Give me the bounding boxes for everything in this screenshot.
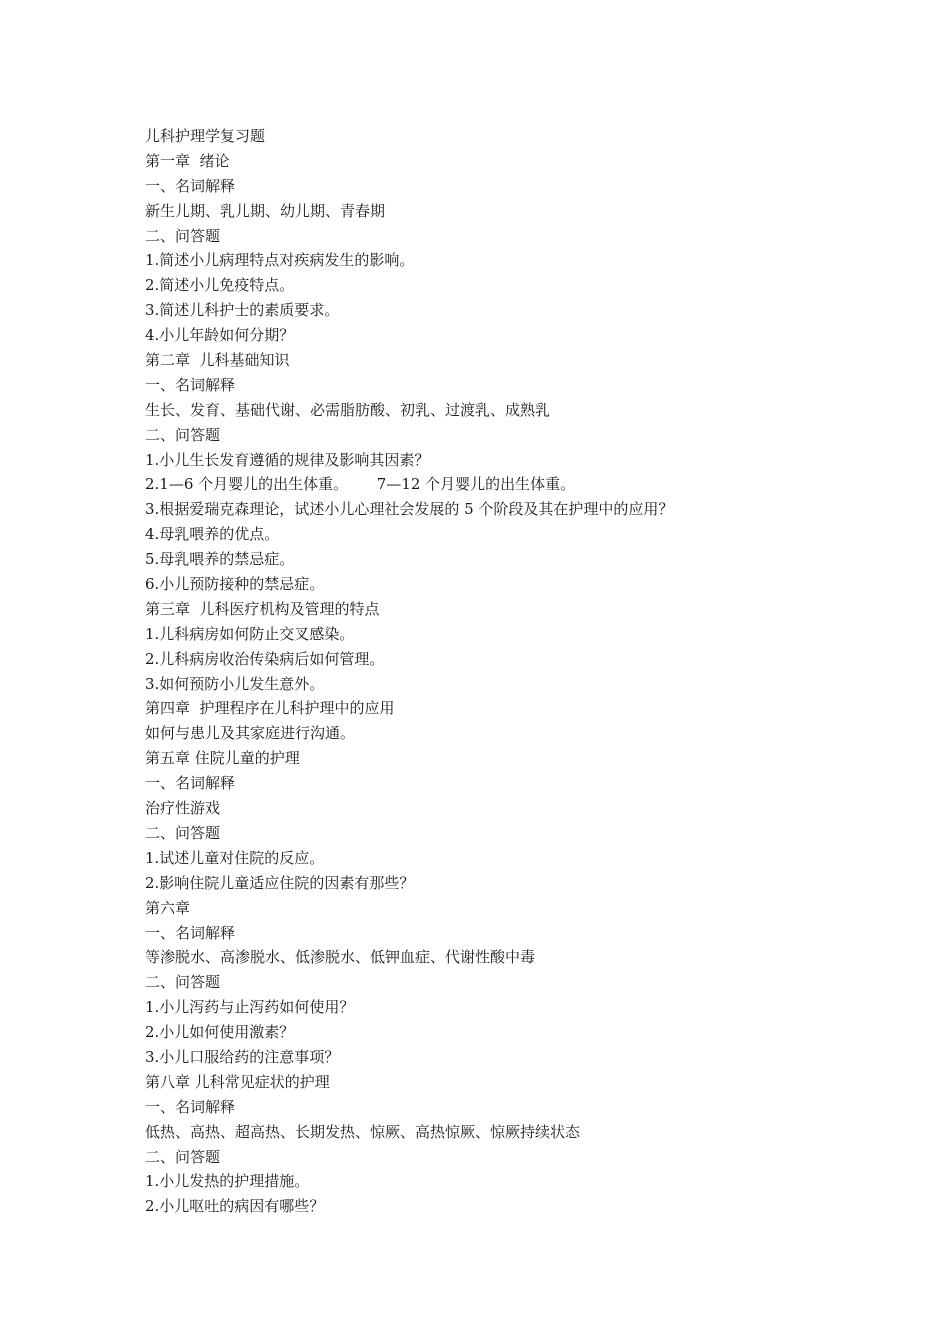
question-item: 1.简述小儿病理特点对疾病发生的影响。 xyxy=(145,251,415,270)
question-item: 3.根据爱瑞克森理论，试述小儿心理社会发展的 5 个阶段及其在护理中的应用？ xyxy=(145,500,674,519)
question-item: 5.母乳喂养的禁忌症。 xyxy=(145,550,295,569)
chapter-heading: 第四章 护理程序在儿科护理中的应用 xyxy=(145,699,395,718)
question-item: 2.1—6 个月婴儿的出生体重。 7—12 个月婴儿的出生体重。 xyxy=(145,475,576,494)
term-list: 新生儿期、乳儿期、幼儿期、青春期 xyxy=(145,201,386,220)
section-heading: 二、问答题 xyxy=(145,1147,221,1166)
question-item: 3.如何预防小儿发生意外。 xyxy=(145,674,325,693)
section-heading: 二、问答题 xyxy=(145,425,221,444)
term-list: 生长、发育、基础代谢、必需脂肪酸、初乳、过渡乳、成熟乳 xyxy=(145,400,551,419)
chapter-heading: 第三章 儿科医疗机构及管理的特点 xyxy=(145,599,380,618)
question-item: 2.影响住院儿童适应住院的因素有那些？ xyxy=(145,873,415,892)
section-heading: 一、名词解释 xyxy=(145,375,236,394)
section-heading: 二、问答题 xyxy=(145,226,221,245)
question-item: 4.母乳喂养的优点。 xyxy=(145,525,280,544)
question-item: 6.小儿预防接种的禁忌症。 xyxy=(145,575,325,594)
section-heading: 一、名词解释 xyxy=(145,1097,236,1116)
section-heading: 一、名词解释 xyxy=(145,774,236,793)
question-item: 2.小儿呕吐的病因有哪些？ xyxy=(145,1197,325,1216)
document-body xyxy=(145,124,905,1219)
question-item: 4.小儿年龄如何分期？ xyxy=(145,326,295,345)
chapter-heading: 第五章 住院儿童的护理 xyxy=(145,749,300,768)
question-item: 1.儿科病房如何防止交叉感染。 xyxy=(145,624,355,643)
term-list: 治疗性游戏 xyxy=(145,799,221,818)
section-heading: 一、名词解释 xyxy=(145,923,236,942)
question-item: 2.儿科病房收治传染病后如何管理。 xyxy=(145,649,385,668)
question-item: 1.小儿发热的护理措施。 xyxy=(145,1172,310,1191)
question-item: 1.小儿生长发育遵循的规律及影响其因素？ xyxy=(145,450,430,469)
question-item: 2.简述小儿免疫特点。 xyxy=(145,276,295,295)
chapter-heading: 第六章 xyxy=(145,898,191,917)
question-item: 2.小儿如何使用激素？ xyxy=(145,1023,295,1042)
chapter-heading: 第一章 绪论 xyxy=(145,151,230,170)
section-heading: 二、问答题 xyxy=(145,973,221,992)
term-list: 低热、高热、超高热、长期发热、惊厥、高热惊厥、惊厥持续状态 xyxy=(145,1122,581,1141)
question-item: 1.试述儿童对住院的反应。 xyxy=(145,848,325,867)
term-list: 等渗脱水、高渗脱水、低渗脱水、低钾血症、代谢性酸中毒 xyxy=(145,948,536,967)
document-title: 儿科护理学复习题 xyxy=(145,127,266,145)
chapter-heading: 第八章 儿科常见症状的护理 xyxy=(145,1072,330,1091)
question-item: 3.简述儿科护士的素质要求。 xyxy=(145,301,340,320)
chapter-heading: 第二章 儿科基础知识 xyxy=(145,351,290,370)
question-item: 如何与患儿及其家庭进行沟通。 xyxy=(145,724,356,743)
question-item: 1.小儿泻药与止泻药如何使用？ xyxy=(145,998,355,1017)
question-item: 3.小儿口服给药的注意事项？ xyxy=(145,1047,340,1066)
section-heading: 一、名词解释 xyxy=(145,176,236,195)
section-heading: 二、问答题 xyxy=(145,823,221,842)
